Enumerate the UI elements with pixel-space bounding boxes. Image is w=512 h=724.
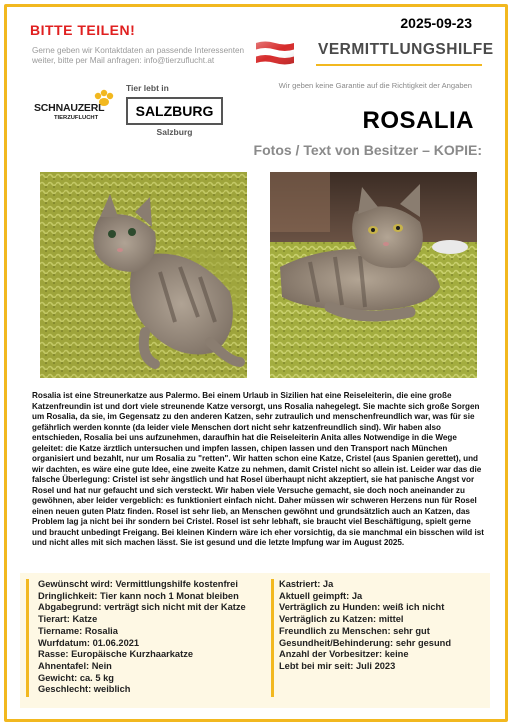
details-left — [38, 579, 266, 696]
austria-flag-icon — [255, 40, 295, 66]
lives-in-label: Tier lebt in — [126, 83, 169, 93]
photos-caption: Fotos / Text von Besitzer – KOPIE: — [253, 142, 482, 158]
detail-item: Freundlich zu Menschen: sehr gut — [279, 625, 430, 636]
detail-item: Tiername: Rosalia — [38, 625, 118, 636]
detail-item: Gewünscht wird: Vermittlungshilfe kostenfrei — [38, 579, 238, 589]
detail-item: Verträglich zu Hunden: weiß ich nicht — [279, 602, 445, 613]
animal-name: ROSALIA — [362, 107, 474, 134]
detail-item: Anzahl der Vorbesitzer: keine — [279, 649, 409, 660]
logo-subtitle: TIERZUFLUCHT — [54, 115, 99, 121]
date: 2025-09-23 — [400, 15, 472, 31]
detail-item: Gewicht: ca. 5 kg — [38, 672, 114, 683]
detail-item: Abgabegrund: verträgt sich nicht mit der Katze — [38, 602, 246, 613]
cat-photo-1 — [40, 172, 247, 378]
detail-item: Tierart: Katze — [38, 614, 98, 625]
contact-notice: Gerne geben wir Kontaktdaten an passende Interessenten weiter, bitte per Mail anfragen: info@tierzuflucht.at — [32, 46, 245, 65]
detail-item: Ahnentafel: Nein — [38, 660, 112, 671]
tierzuflucht-logo — [34, 88, 124, 128]
detail-item: Verträglich zu Katzen: mittel — [279, 614, 404, 625]
title-underline — [316, 64, 482, 66]
cat-photo-2 — [270, 172, 477, 378]
detail-item: Lebt bei mir seit: Juli 2023 — [279, 660, 396, 671]
details-right-bar — [271, 579, 274, 697]
detail-item: Rasse: Europäische Kurzhaarkatze — [38, 649, 194, 660]
detail-item: Kastriert: Ja — [279, 579, 334, 589]
detail-item: Wurfdatum: 01.06.2021 — [38, 637, 140, 648]
region-box: SALZBURG — [126, 97, 223, 125]
share-title: BITTE TEILEN! — [30, 22, 136, 38]
disclaimer: Wir geben keine Garantie auf die Richtigkeit der Angaben — [278, 81, 472, 90]
detail-item: Geschlecht: weiblich — [38, 684, 131, 695]
detail-item: Dringlichkeit: Tier kann noch 1 Monat bleiben — [38, 590, 239, 601]
details-right — [279, 579, 489, 673]
city-label: Salzburg — [156, 127, 193, 137]
detail-item: Aktuell geimpft: Ja — [279, 590, 363, 601]
page-title: VERMITTLUNGSHILFE — [318, 41, 494, 58]
logo-name: SCHNAUZERL — [34, 102, 105, 114]
detail-item: Gesundheit/Behinderung: sehr gesund — [279, 637, 452, 648]
details-left-bar — [26, 579, 29, 697]
animal-description: Rosalia ist eine Streunerkatze aus Palermo. Bei einem Urlaub in Sizilien hat eine Reiseleiterin, die eine große Katzenfreundin ist und dort viele streunende Katze versorgt, uns Rosalia nahegelegt. Sie machte sich große Sorgen um Rosalia, da sie, im Gegensatz zu den anderen Katzen, sehr zutraulich und menschenfreundlich war, was für sie gefährlich werden konnte (da leider viele Menschen dort nicht sehr katzenfreundlich sind). Wir haben also entschieden, Rosalia bei uns aufzunehmen, daraufhin hat die Reiseleiterin Anita alles Notwendige in die Wege geleitet: die Katze ärztlich untersuchen und impfen lassen, chipen lassen und den Transport nach München organisiert und bezahlt, nur um Rosalia zu "retten". Wir hatten schon eine Katze, Cristel (aus Spanien gerettet), und wir dachten, es wäre eine gute Idee, eine zweite Katze zu nehmen, damit Cristel nicht so allein ist. Leider war das die falsche Überlegung: Cristel ist sehr ängstlich und hat Rosel überhaupt nicht akzeptiert, sie hat panische Angst vor Rosel und hat nur gefaucht und sich versteckt. Wir haben viele Versuche gemacht, sie doch noch aneinander zu gewöhnen, aber leider vergeblich: es funktioniert einfach nicht. Daher müssen wir schweren Herzens nun für Rosel einen neuen guten Platz finden. Rosel ist sehr lieb, an Menschen gewöhnt und grundsätzlich auch an Katzen, das Problem lag ja nicht bei ihr sondern bei Cristel. Rosel ist sehr lebhaft, sie braucht viel Beschäftigung, spielt gerne und braucht unbedingt Freigang. Bei kleinen Kindern wäre ich eher vorsichtig, da sie manchmal ein bisschen wild ist und nicht alles mit sich machen lässt. Sie ist gesund und die letzte Impfung war im August 2025. — [32, 391, 484, 547]
